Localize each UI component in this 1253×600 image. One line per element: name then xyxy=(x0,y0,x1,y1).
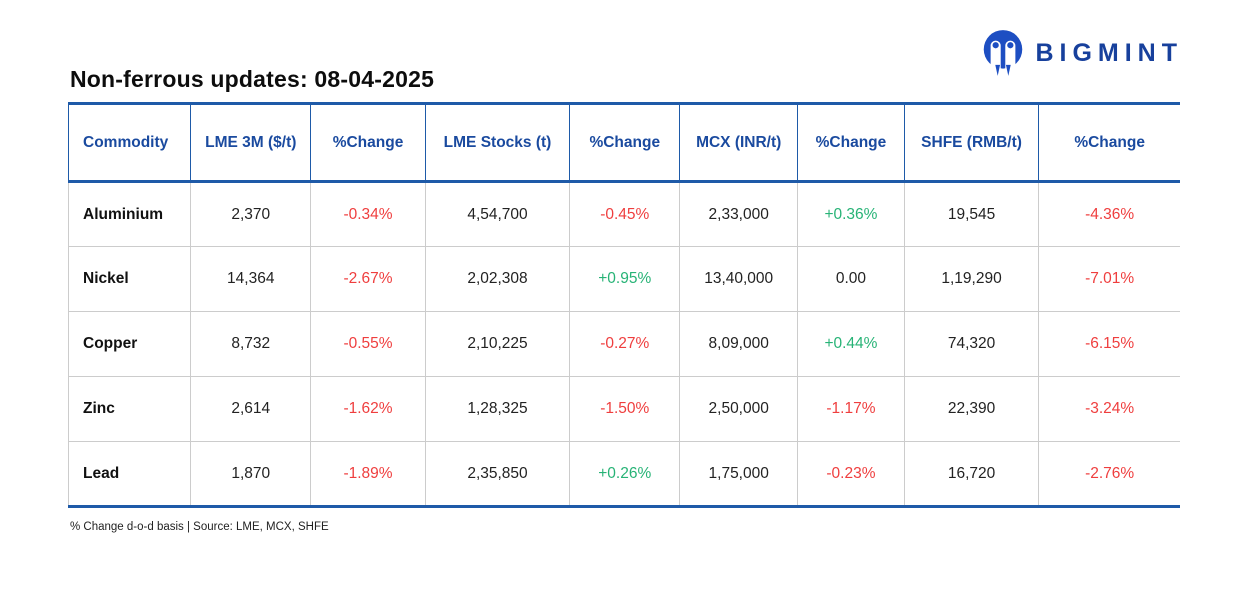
value-cell: 1,19,290 xyxy=(904,247,1038,312)
value-cell: 2,370 xyxy=(191,182,311,247)
value-cell: 16,720 xyxy=(904,442,1038,507)
value-cell: 74,320 xyxy=(904,312,1038,377)
change-cell: +0.44% xyxy=(798,312,905,377)
change-cell: -0.27% xyxy=(570,312,680,377)
column-header: %Change xyxy=(311,104,425,182)
value-cell: 2,02,308 xyxy=(425,247,569,312)
change-cell: 0.00 xyxy=(798,247,905,312)
commodity-cell: Copper xyxy=(69,312,191,377)
value-cell: 2,50,000 xyxy=(680,377,798,442)
commodity-cell: Aluminium xyxy=(69,182,191,247)
change-cell: -7.01% xyxy=(1039,247,1180,312)
table-row xyxy=(69,182,1181,247)
value-cell: 22,390 xyxy=(904,377,1038,442)
change-cell: -2.67% xyxy=(311,247,425,312)
value-cell: 2,35,850 xyxy=(425,442,569,507)
change-cell: -0.45% xyxy=(570,182,680,247)
table-header xyxy=(69,104,1181,182)
change-cell: -0.55% xyxy=(311,312,425,377)
column-header: LME 3M ($/t) xyxy=(191,104,311,182)
change-cell: +0.95% xyxy=(570,247,680,312)
value-cell: 13,40,000 xyxy=(680,247,798,312)
column-header: %Change xyxy=(1039,104,1180,182)
value-cell: 2,614 xyxy=(191,377,311,442)
change-cell: -1.17% xyxy=(798,377,905,442)
change-cell: -0.34% xyxy=(311,182,425,247)
value-cell: 14,364 xyxy=(191,247,311,312)
value-cell: 1,75,000 xyxy=(680,442,798,507)
table-row xyxy=(69,247,1181,312)
nonferrous-price-table xyxy=(68,102,1180,508)
column-header: SHFE (RMB/t) xyxy=(904,104,1038,182)
report-title: Non-ferrous updates: 08-04-2025 xyxy=(70,66,435,92)
footnote: % Change d-o-d basis | Source: LME, MCX, SHFE xyxy=(70,521,329,533)
change-cell: -2.76% xyxy=(1039,442,1180,507)
change-cell: +0.36% xyxy=(798,182,905,247)
change-cell: -4.36% xyxy=(1039,182,1180,247)
header-row xyxy=(69,104,1181,182)
change-cell: +0.26% xyxy=(570,442,680,507)
column-header: LME Stocks (t) xyxy=(425,104,569,182)
table-row xyxy=(69,312,1181,377)
commodity-cell: Nickel xyxy=(69,247,191,312)
value-cell: 8,732 xyxy=(191,312,311,377)
table-row xyxy=(69,377,1181,442)
value-cell: 8,09,000 xyxy=(680,312,798,377)
table-body xyxy=(69,182,1181,507)
brand-name: BIGMINT xyxy=(1035,38,1183,67)
value-cell: 1,28,325 xyxy=(425,377,569,442)
value-cell: 2,10,225 xyxy=(425,312,569,377)
value-cell: 19,545 xyxy=(904,182,1038,247)
commodity-cell: Zinc xyxy=(69,377,191,442)
table-row xyxy=(69,442,1181,507)
change-cell: -1.89% xyxy=(311,442,425,507)
change-cell: -6.15% xyxy=(1039,312,1180,377)
report-content xyxy=(68,66,1180,533)
change-cell: -3.24% xyxy=(1039,377,1180,442)
change-cell: -0.23% xyxy=(798,442,905,507)
column-header: Commodity xyxy=(69,104,191,182)
column-header: MCX (INR/t) xyxy=(680,104,798,182)
value-cell: 4,54,700 xyxy=(425,182,569,247)
value-cell: 2,33,000 xyxy=(680,182,798,247)
column-header: %Change xyxy=(798,104,905,182)
change-cell: -1.62% xyxy=(311,377,425,442)
commodity-cell: Lead xyxy=(69,442,191,507)
column-header: %Change xyxy=(570,104,680,182)
value-cell: 1,870 xyxy=(191,442,311,507)
change-cell: -1.50% xyxy=(570,377,680,442)
